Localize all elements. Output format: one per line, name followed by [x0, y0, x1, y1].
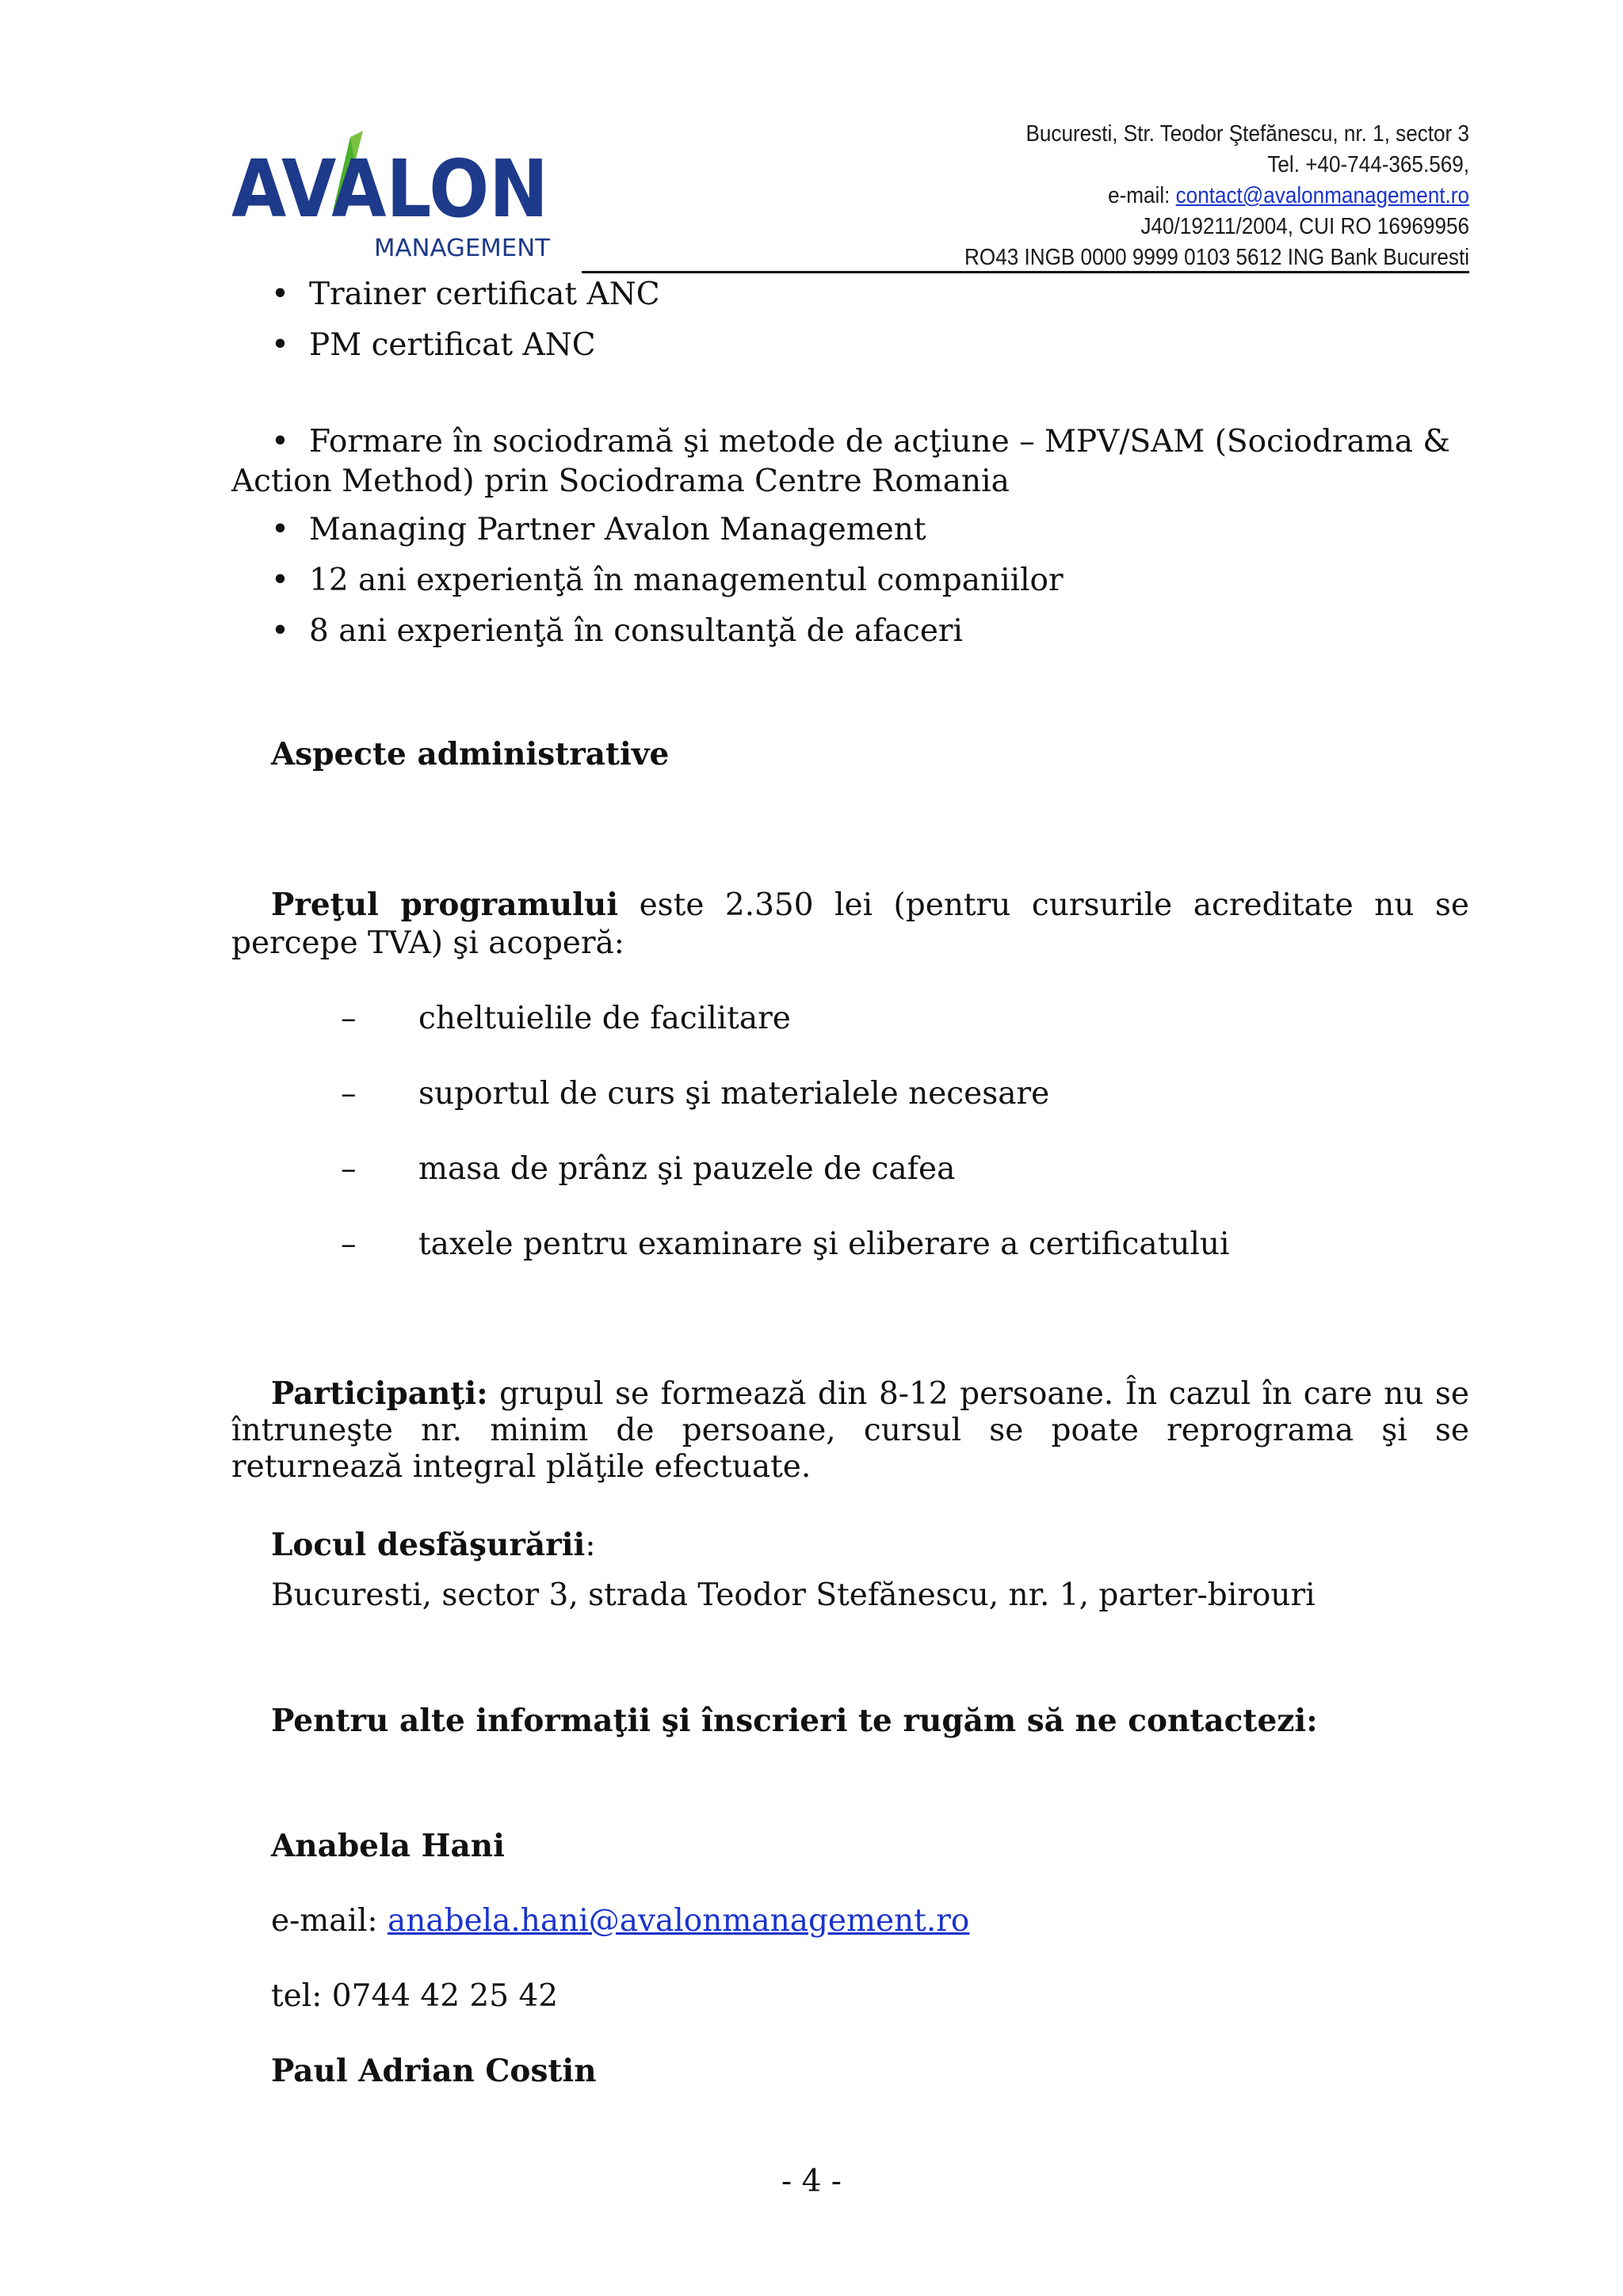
email-label: e-mail: — [1108, 183, 1170, 208]
dash-icon: – — [341, 1001, 357, 1036]
second-contact-name: Paul Adrian Costin — [271, 2053, 597, 2089]
logo-subtitle: MANAGEMENT — [374, 235, 551, 262]
company-email-link[interactable]: contact@avalonmanagement.ro — [1175, 183, 1469, 208]
bullet-icon: • — [271, 512, 290, 547]
list-item — [271, 326, 596, 364]
dash-icon: – — [341, 1226, 357, 1262]
company-registry: J40/19211/2004, CUI RO 16969956 — [1140, 214, 1469, 239]
avalon-logo — [231, 131, 564, 265]
list-item — [341, 1075, 1049, 1113]
location-heading — [271, 1526, 595, 1565]
bullet-icon: • — [271, 613, 290, 649]
company-info — [884, 119, 1469, 273]
logo-graphic — [231, 131, 564, 265]
contact-heading: Pentru alte informaţii şi înscrieri te rugăm să ne contactezi: — [271, 1703, 1318, 1739]
bullet-icon: • — [271, 424, 290, 460]
participants-label: Participanţi: — [271, 1375, 488, 1412]
list-item — [271, 562, 1064, 600]
section-title: Aspecte administrative — [271, 736, 670, 772]
bullet-icon: • — [271, 327, 290, 363]
list-item-text: Managing Partner Avalon Management — [309, 512, 926, 547]
list-item — [271, 276, 660, 314]
participants-paragraph — [231, 1375, 1469, 1486]
list-item-text: Trainer certificat ANC — [309, 277, 660, 312]
price-paragraph — [231, 886, 1469, 963]
list-item — [341, 1226, 1230, 1264]
contact-email-label: e-mail: — [271, 1903, 388, 1939]
contact-phone: tel: 0744 42 25 42 — [271, 1978, 559, 2014]
location-colon: : — [585, 1527, 596, 1563]
bullet-icon: • — [271, 277, 290, 312]
list-item — [271, 423, 1450, 461]
list-item-text: taxele pentru examinare şi eliberare a certificatului — [418, 1226, 1230, 1262]
list-item-text: 12 ani experienţă în managementul companiilor — [309, 563, 1064, 598]
list-item — [341, 1150, 955, 1188]
company-address: Bucuresti, Str. Teodor Ştefănescu, nr. 1, sector 3 — [1025, 121, 1469, 147]
company-phone: Tel. +40-744-365.569, — [1267, 152, 1469, 177]
list-item — [271, 511, 926, 549]
participants-text: grupul se formează din 8-12 persoane. În cazul în care nu se întruneşte nr. minim de persoane, cursul se poate reprograma şi se returnează integral plăţile efectuate. — [231, 1376, 1469, 1485]
list-item-continuation: Action Method) prin Sociodrama Centre Romania — [231, 463, 1010, 499]
list-item-text: suportul de curs şi materialele necesare — [418, 1076, 1050, 1112]
list-item-text: masa de prânz şi pauzele de cafea — [418, 1151, 956, 1187]
company-email-line — [884, 181, 1469, 212]
price-label: Preţul programului — [271, 887, 619, 923]
company-bank: RO43 INGB 0000 9999 0103 5612 ING Bank Bucuresti — [964, 245, 1469, 270]
price-text: este 2.350 lei (pentru cursurile acreditate nu se percepe TVA) şi acoperă: — [231, 887, 1469, 961]
list-item — [341, 1000, 791, 1038]
location-address: Bucuresti, sector 3, strada Teodor Stefănescu, nr. 1, parter-birouri — [271, 1577, 1316, 1613]
list-item — [271, 612, 963, 650]
bullet-icon: • — [271, 563, 290, 598]
contact-email-line — [271, 1902, 969, 1940]
list-item-text: 8 ani experienţă în consultanţă de afaceri — [309, 613, 964, 649]
contact-email-link[interactable]: anabela.hani@avalonmanagement.ro — [387, 1903, 970, 1939]
header-divider — [582, 271, 1469, 273]
list-item-text: Formare în sociodramă şi metode de acţiune – MPV/SAM (Sociodrama & — [309, 424, 1451, 460]
logo-wordmark: AVALON — [231, 143, 548, 235]
contact-name: Anabela Hani — [271, 1828, 505, 1864]
list-item-text: cheltuielile de facilitare — [418, 1001, 791, 1036]
dash-icon: – — [341, 1076, 357, 1112]
list-item-text: PM certificat ANC — [309, 327, 596, 363]
dash-icon: – — [341, 1151, 357, 1187]
page-number: - 4 - — [781, 2164, 842, 2199]
location-label: Locul desfăşurării — [271, 1527, 586, 1563]
